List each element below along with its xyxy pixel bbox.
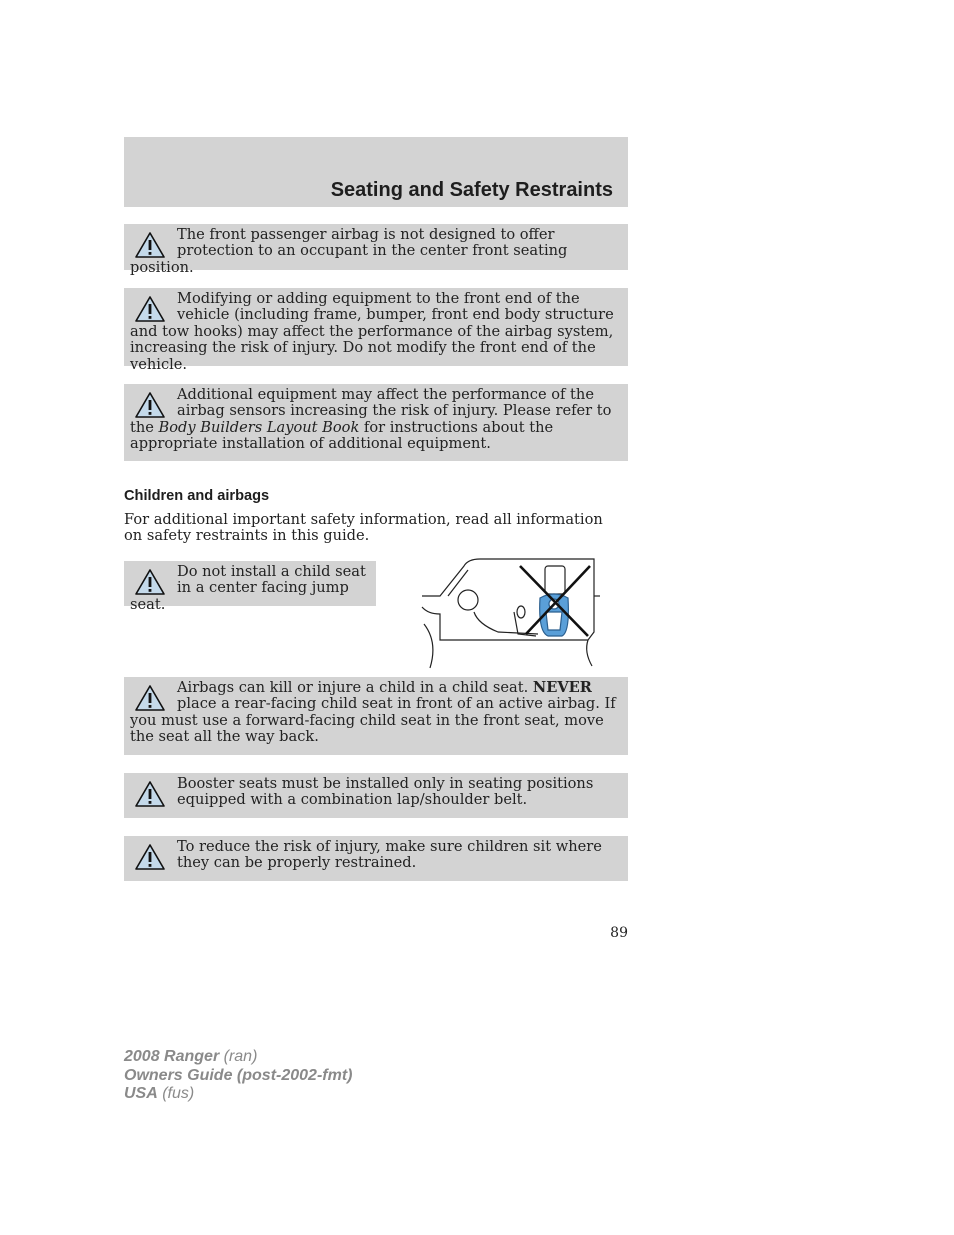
jump-seat-back [545,566,565,594]
footer-line: 2008 Ranger (ran) [124,1048,258,1065]
warning-box [124,836,628,881]
warning-box [124,384,628,461]
headrest [517,606,525,618]
warning-triangle-icon [134,231,166,259]
warning-box [124,561,376,613]
warning-box [124,224,628,276]
page-title: Seating and Safety Restraints [330,179,613,201]
emphasis-never: NEVER [532,679,592,696]
warning-triangle-icon [134,684,166,712]
section-heading: Children and airbags [124,488,270,504]
document-footer [124,1048,352,1104]
warning-text: Booster seats must be installed only in seating positions equipped with a combination lap/shoulder belt. [177,775,594,809]
book-title: Body Builders Layout Book [158,418,360,436]
warning-triangle-icon [134,843,166,871]
warning-box [124,288,628,373]
warning-triangle-icon [134,295,166,323]
warning-text: Additional equipment may affect the performance of the airbag sensors increasing the risk of injury. Please refer to the Body Builders Layout Book for instructions about the appropriate installation of additional equipment. [130,386,612,453]
warning-text: Airbags can kill or injure a child in a child seat. NEVER place a rear-facing child seat in front of an active airbag. If you must use a forward-facing child seat in the front seat, move the seat all the way back. [130,679,616,746]
warning-triangle-icon [134,391,166,419]
wheel-arch [587,640,592,666]
door-curve [424,624,433,668]
warning-text: Do not install a child seat in a center facing jump seat. [130,563,366,613]
warning-text: To reduce the risk of injury, make sure children sit where they can be properly restrained. [177,838,602,872]
jump-seat-illustration [418,552,603,670]
warning-box [124,677,628,755]
footer-line: Owners Guide (post-2002-fmt) [124,1066,353,1084]
warning-box [124,773,628,818]
warning-triangle-icon [134,780,166,808]
footer-line: USA (fus) [124,1085,195,1102]
page-number: 89 [610,925,628,941]
warning-text: Modifying or adding equipment to the front end of the vehicle (including frame, bumper, front end body structure and tow hooks) may affect the performance of the airbag system, increasing the risk of injury. Do not modify the front end of the vehicle. [130,290,614,373]
intro-paragraph: For additional important safety information, read all information on safety restraints in this guide. [124,511,603,545]
section-header [124,137,628,207]
warning-triangle-icon [134,568,166,596]
warning-text: The front passenger airbag is not designed to offer protection to an occupant in the center front seating position. [130,226,568,276]
driver-head [458,590,478,610]
